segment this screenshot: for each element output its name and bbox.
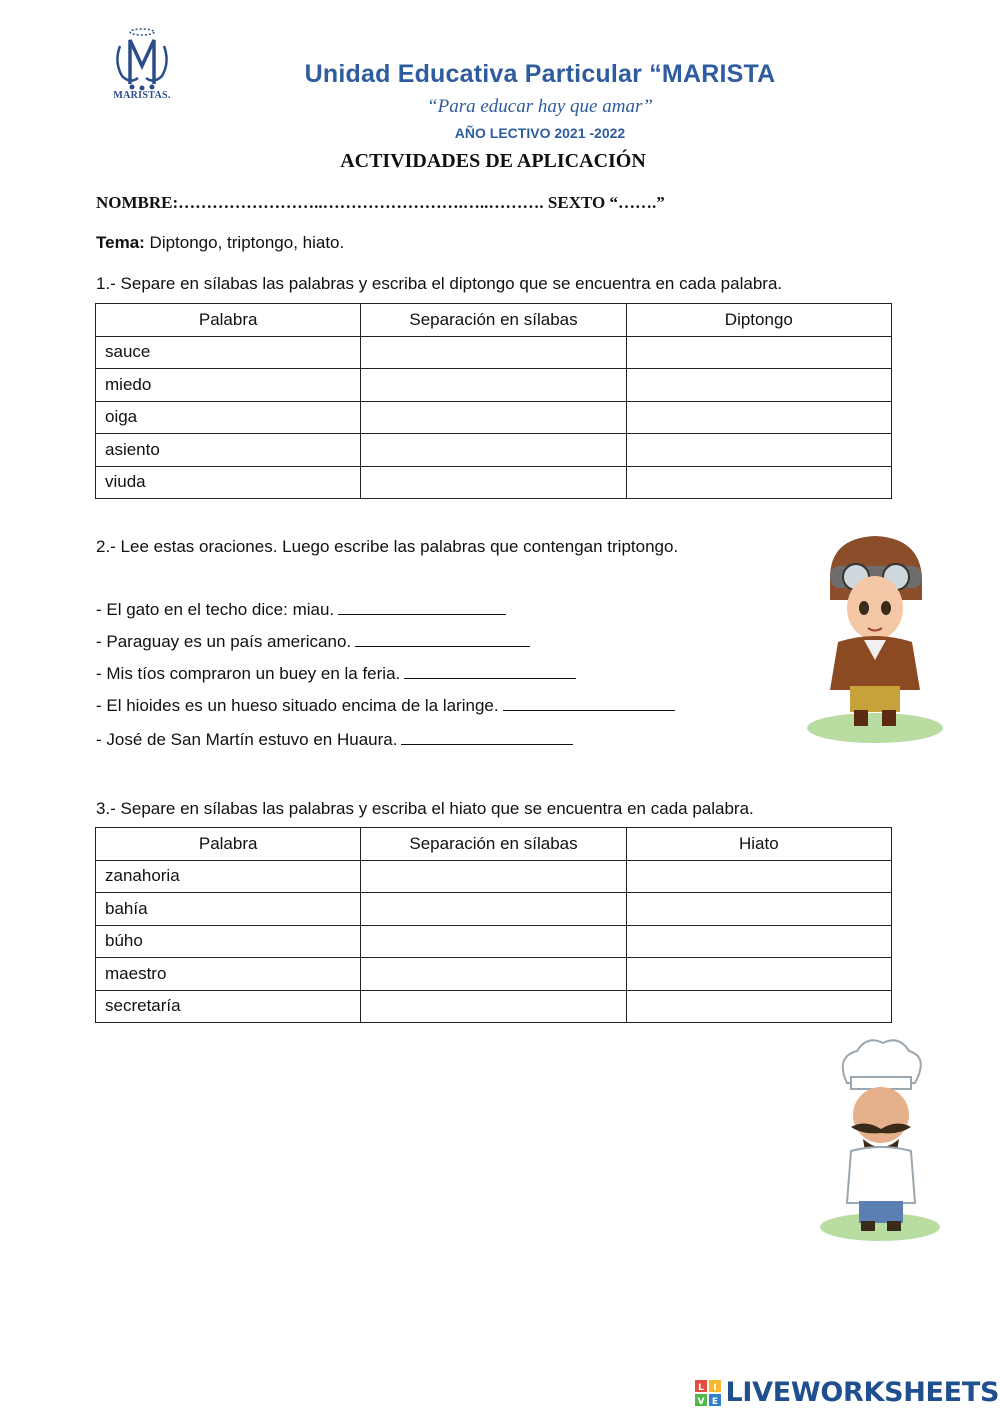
sentence-line <box>96 730 573 750</box>
syllable-answer-cell[interactable] <box>361 893 626 926</box>
school-logo <box>100 26 184 106</box>
column-header: Separación en sílabas <box>361 304 626 337</box>
sentence-line <box>96 600 506 620</box>
exercise3-instruction: 3.- Separe en sílabas las palabras y escriba el hiato que se encuentra en cada palabra. <box>96 799 754 818</box>
word-cell: bahía <box>96 893 361 926</box>
hiatus-answer-cell[interactable] <box>626 958 891 991</box>
page-title: ACTIVIDADES DE APLICACIÓN <box>340 150 646 172</box>
column-header: Hiato <box>626 828 891 861</box>
topic-label: Tema: <box>96 233 145 252</box>
syllable-answer-cell[interactable] <box>361 401 626 434</box>
diphthong-answer-cell[interactable] <box>626 401 891 434</box>
word-cell: oiga <box>96 401 361 434</box>
sentence-text: - El hioides es un hueso situado encima de la laringe. <box>96 696 499 715</box>
sentence-text: - Mis tíos compraron un buey en la feria. <box>96 664 401 683</box>
topic-value: Diptongo, triptongo, hiato. <box>144 233 345 252</box>
syllable-answer-cell[interactable] <box>361 860 626 893</box>
word-cell: maestro <box>96 958 361 991</box>
table-row <box>96 860 892 893</box>
liveworksheets-logo <box>695 1377 999 1409</box>
answer-blank[interactable] <box>401 730 573 745</box>
syllable-answer-cell[interactable] <box>361 925 626 958</box>
diphthong-answer-cell[interactable] <box>626 434 891 467</box>
logo-caption: MARISTAS. <box>113 90 171 101</box>
icon-letter: I <box>713 1382 717 1393</box>
icon-letter: V <box>697 1396 705 1406</box>
sentence-line <box>96 632 530 652</box>
table-row <box>96 401 892 434</box>
syllable-answer-cell[interactable] <box>361 336 626 369</box>
column-header: Separación en sílabas <box>361 828 626 861</box>
icon-letter: L <box>698 1382 704 1393</box>
word-cell: asiento <box>96 434 361 467</box>
chef-illustration <box>815 1035 945 1247</box>
answer-blank[interactable] <box>338 600 506 615</box>
brand-name: LIVEWORKSHEETS <box>725 1377 1000 1408</box>
answer-blank[interactable] <box>503 696 675 711</box>
school-year: AÑO LECTIVO 2021 -2022 <box>454 125 626 141</box>
table-row <box>96 434 892 467</box>
exercise2-instruction: 2.- Lee estas oraciones. Luego escribe las palabras que contengan triptongo. <box>96 537 679 556</box>
syllable-answer-cell[interactable] <box>361 434 626 467</box>
exercise1-instruction: 1.- Separe en sílabas las palabras y escriba el diptongo que se encuentra en cada palabra. <box>96 274 783 293</box>
table-row <box>96 958 892 991</box>
hiatus-table <box>95 827 892 1023</box>
table-row <box>96 925 892 958</box>
answer-blank[interactable] <box>404 664 576 679</box>
word-cell: búho <box>96 925 361 958</box>
column-header: Palabra <box>96 304 361 337</box>
word-cell: sauce <box>96 336 361 369</box>
hiatus-answer-cell[interactable] <box>626 893 891 926</box>
liveworksheets-icon <box>695 1380 721 1406</box>
aviator-girl-illustration <box>800 530 950 750</box>
syllable-answer-cell[interactable] <box>361 958 626 991</box>
table-row <box>96 369 892 402</box>
school-motto: “Para educar hay que amar” <box>427 96 653 117</box>
table-row <box>96 466 892 499</box>
diphthong-answer-cell[interactable] <box>626 466 891 499</box>
word-cell: zanahoria <box>96 860 361 893</box>
name-field: NOMBRE:……………………..…………………….…..………. SEXTO “…….” <box>96 193 665 212</box>
sentence-line <box>96 696 675 716</box>
table-header-row <box>96 828 892 861</box>
sentence-text: - El gato en el techo dice: miau. <box>96 600 335 619</box>
column-header: Palabra <box>96 828 361 861</box>
syllable-answer-cell[interactable] <box>361 466 626 499</box>
word-cell: miedo <box>96 369 361 402</box>
answer-blank[interactable] <box>355 632 530 647</box>
marist-monogram-icon <box>100 26 184 92</box>
icon-letter: E <box>711 1396 719 1406</box>
sentence-text: - José de San Martín estuvo en Huaura. <box>96 730 398 749</box>
hiatus-answer-cell[interactable] <box>626 990 891 1023</box>
diphthong-answer-cell[interactable] <box>626 336 891 369</box>
diphthong-answer-cell[interactable] <box>626 369 891 402</box>
table-row <box>96 336 892 369</box>
hiatus-answer-cell[interactable] <box>626 860 891 893</box>
hiatus-answer-cell[interactable] <box>626 925 891 958</box>
syllable-answer-cell[interactable] <box>361 369 626 402</box>
syllable-answer-cell[interactable] <box>361 990 626 1023</box>
sentence-text: - Paraguay es un país americano. <box>96 632 352 651</box>
sentence-line <box>96 664 576 684</box>
table-row <box>96 990 892 1023</box>
school-name: Unidad Educativa Particular “MARISTA <box>304 60 776 88</box>
word-cell: secretaría <box>96 990 361 1023</box>
table-row <box>96 893 892 926</box>
table-header-row <box>96 304 892 337</box>
word-cell: viuda <box>96 466 361 499</box>
diphthong-table <box>95 303 892 499</box>
column-header: Diptongo <box>626 304 891 337</box>
topic-line <box>96 233 344 253</box>
